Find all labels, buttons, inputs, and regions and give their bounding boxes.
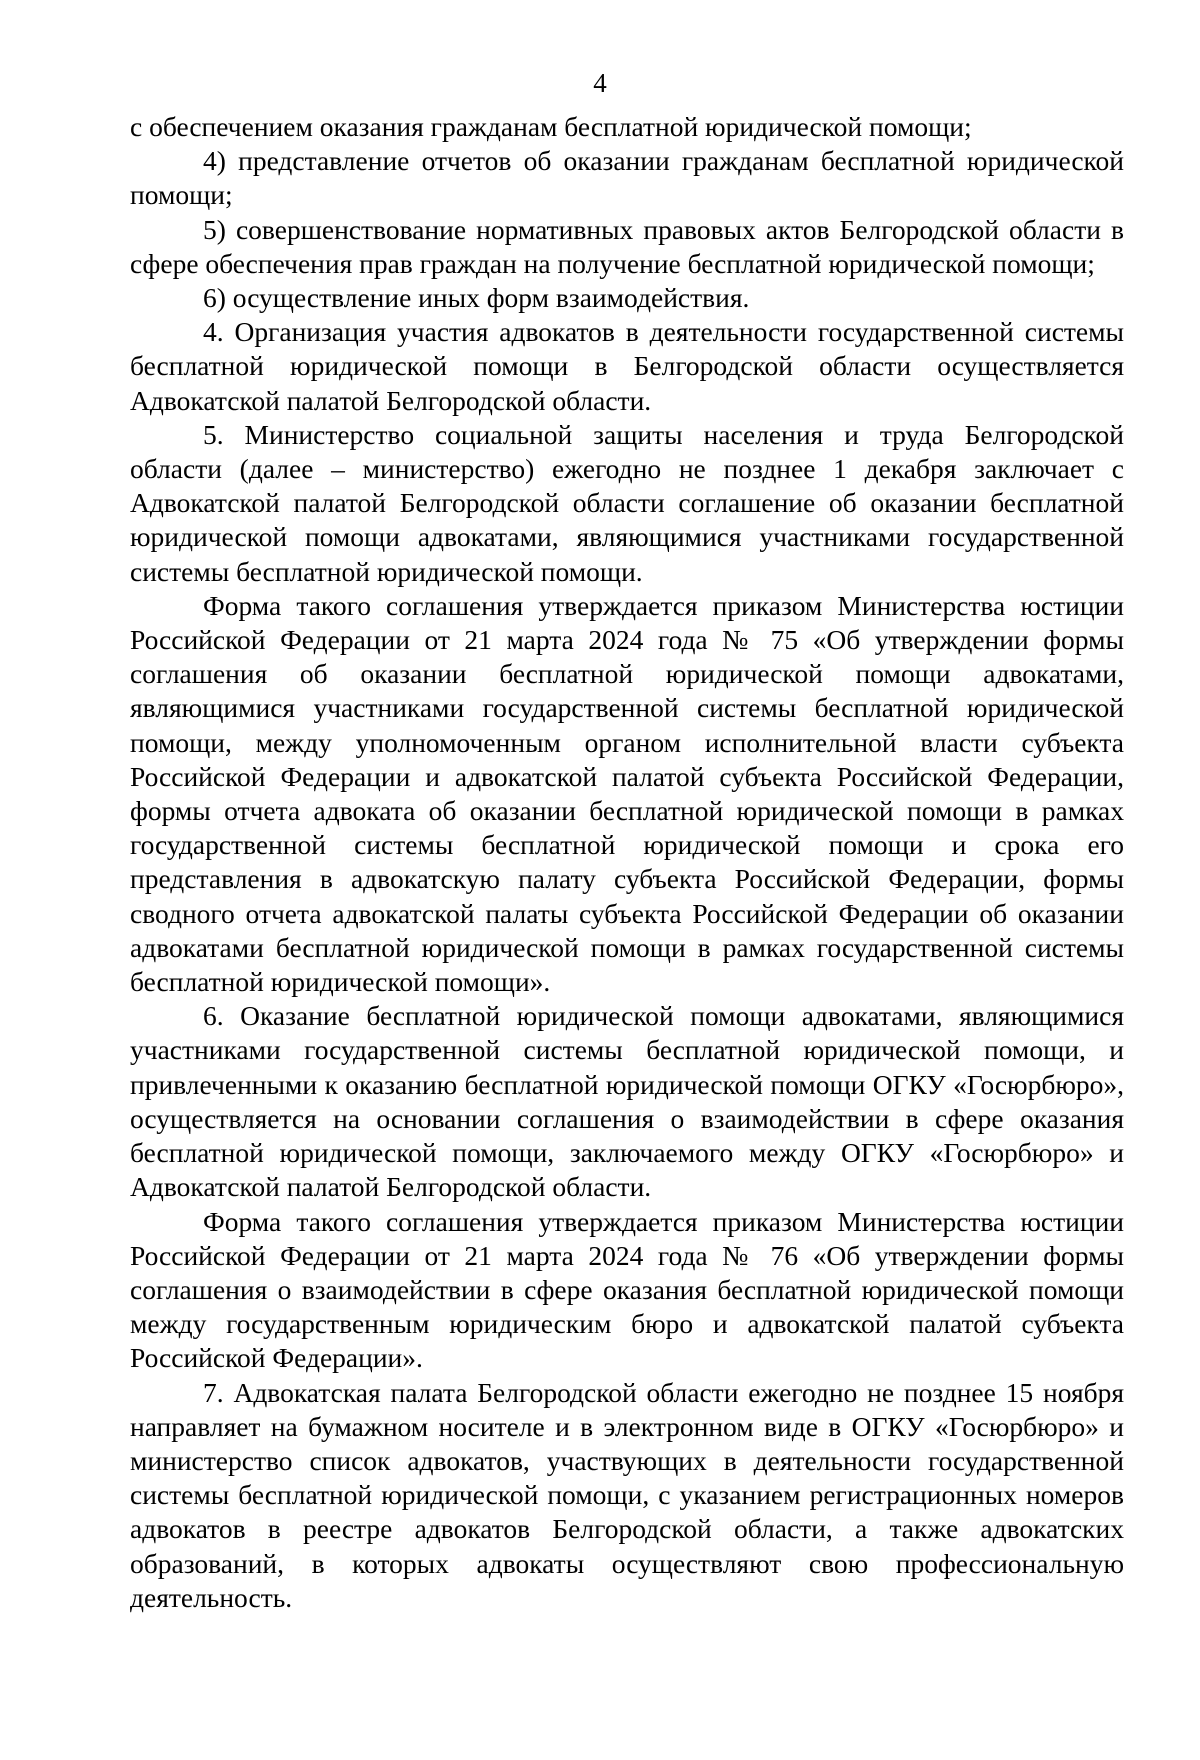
- paragraph-agreement-form-75: Форма такого соглашения утверждается приказом Министерства юстиции Российской Федерации от 21 марта 2024 года № 75 «Об утверждении формы соглашения об оказании бесплатной юридической помощи адвокатами, являющимися участниками государственной системы бесплатной юридической помощи, между уполномоченным органом исполнительной власти субъекта Российской Федерации и адвокатской палатой субъекта Российской Федерации, формы отчета адвоката об оказании бесплатной юридической помощи в рамках государственной системы бесплатной юридической помощи и срока его представления в адвокатскую палату субъекта Российской Федерации, формы сводного отчета адвокатской палаты субъекта Российской Федерации об оказании адвокатами бесплатной юридической помощи в рамках государственной системы бесплатной юридической помощи».: [130, 589, 1124, 998]
- document-body: [130, 110, 1124, 1615]
- page-number: 4: [593, 68, 607, 98]
- paragraph-item-6: 6) осуществление иных форм взаимодействия.: [203, 282, 750, 314]
- paragraph-clause-4: 4. Организация участия адвокатов в деятельности государственной системы бесплатной юридической помощи в Белгородской области осуществляется Адвокатской палатой Белгородской области.: [130, 316, 1124, 416]
- paragraph-item-4: 4) представление отчетов об оказании гражданам бесплатной юридической помощи;: [130, 145, 1124, 211]
- paragraph-clause-7: 7. Адвокатская палата Белгородской области ежегодно не позднее 15 ноября направляет на бумажном носителе и в электронном виде в ОГКУ «Госюрбюро» и министерство список адвокатов, участвующих в деятельности государственной системы бесплатной юридической помощи, с указанием регистрационных номеров адвокатов в реестре адвокатов Белгородской области, а также адвокатских образований, в которых адвокаты осуществляют свою профессиональную деятельность.: [130, 1376, 1124, 1613]
- paragraph-agreement-form-76: Форма такого соглашения утверждается приказом Министерства юстиции Российской Федерации от 21 марта 2024 года № 76 «Об утверждении формы соглашения о взаимодействии в сфере оказания бесплатной юридической помощи между государственным юридическим бюро и адвокатской палатой субъекта Российской Федерации».: [130, 1205, 1124, 1374]
- paragraph-clause-6: 6. Оказание бесплатной юридической помощи адвокатами, являющимися участниками государственной системы бесплатной юридической помощи, и привлеченными к оказанию бесплатной юридической помощи ОГКУ «Госюрбюро», осуществляется на основании соглашения о взаимодействии в сфере оказания бесплатной юридической помощи, заключаемого между ОГКУ «Госюрбюро» и Адвокатской палатой Белгородской области.: [130, 1000, 1124, 1203]
- paragraph-clause-5: 5. Министерство социальной защиты населения и труда Белгородской области (далее – министерство) ежегодно не позднее 1 декабря заключает с Адвокатской палатой Белгородской области соглашение об оказании бесплатной юридической помощи адвокатами, являющимися участниками государственной системы бесплатной юридической помощи.: [130, 418, 1124, 587]
- paragraph-continuation: с обеспечением оказания гражданам бесплатной юридической помощи;: [130, 111, 972, 142]
- paragraph-item-5: 5) совершенствование нормативных правовых актов Белгородской области в сфере обеспечения прав граждан на получение бесплатной юридической помощи;: [130, 213, 1124, 279]
